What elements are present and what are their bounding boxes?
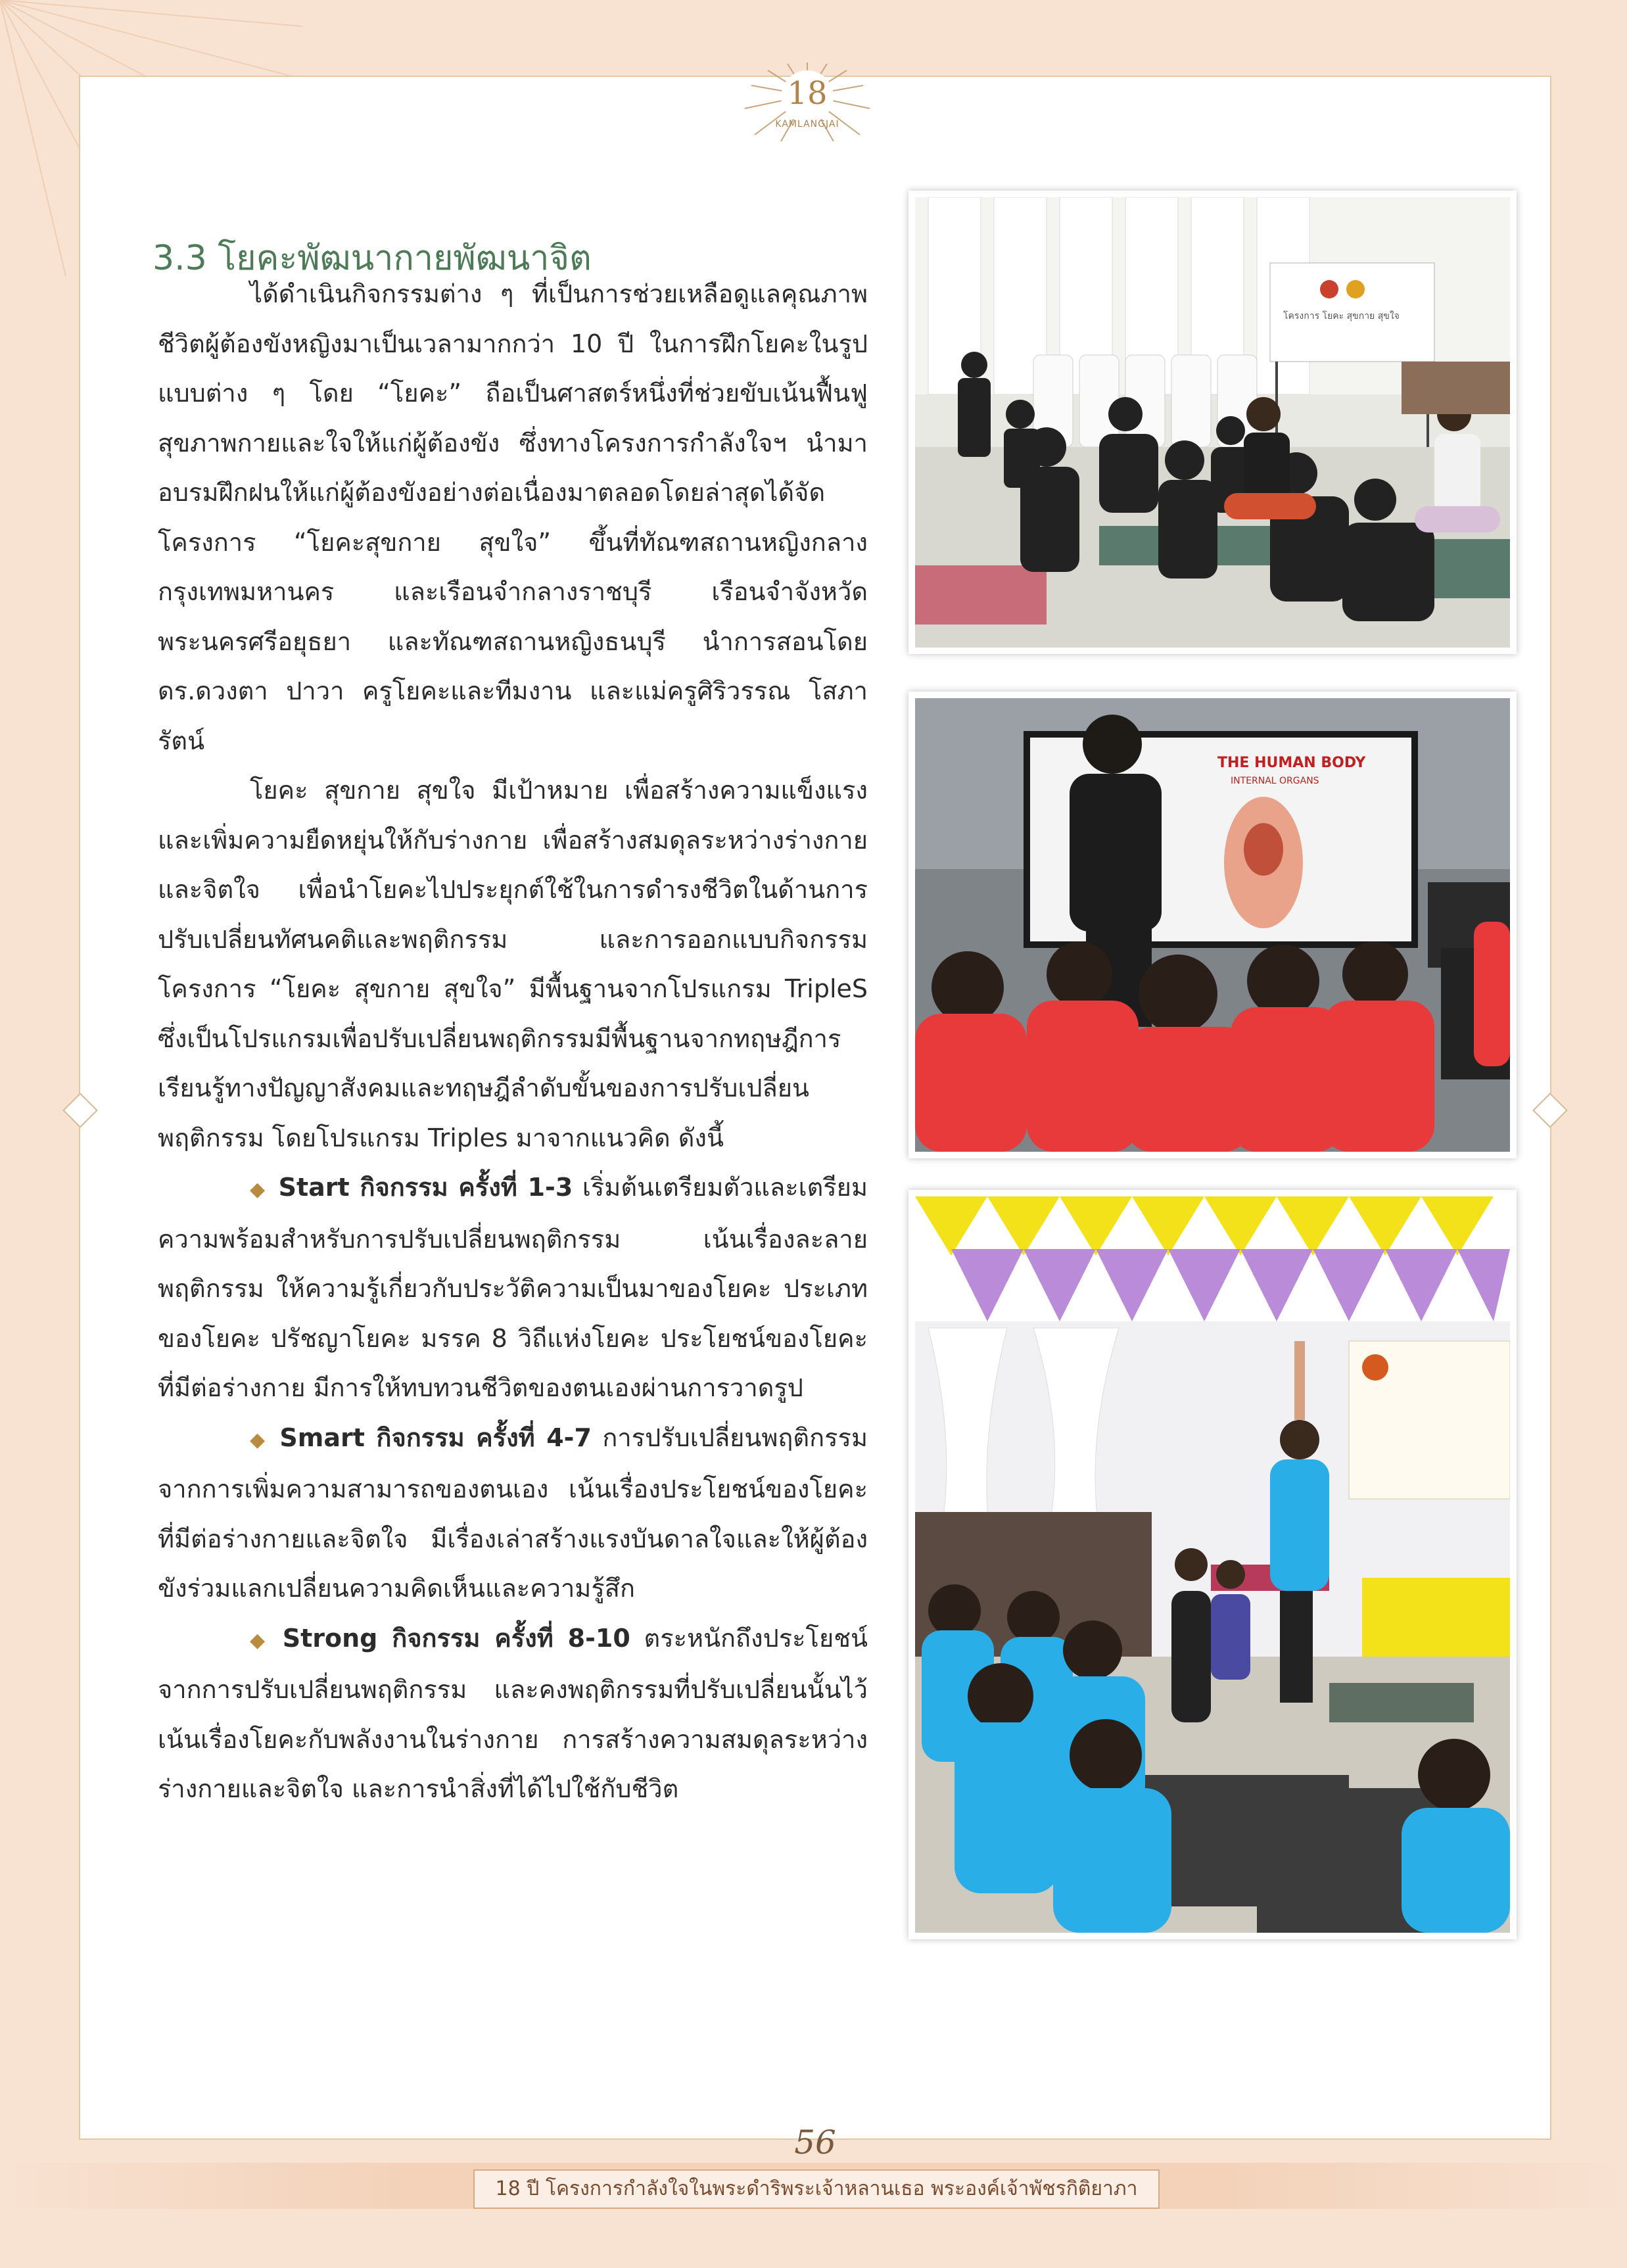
emblem-caption: KAMLANGJAI — [775, 119, 839, 130]
diamond-bullet-icon: ◆ — [250, 1178, 267, 1201]
photo-instructor-lecture — [908, 692, 1517, 1158]
banner-text: โครงการ โยคะ สุขกาย สุขใจ — [1283, 311, 1400, 321]
body-text — [158, 270, 868, 1814]
bullet-label: Strong กิจกรรม ครั้งที่ 8-10 — [282, 1623, 630, 1653]
diamond-bullet-icon: ◆ — [250, 1628, 271, 1652]
paragraph-1: ได้ดำเนินกิจกรรมต่าง ๆ ที่เป็นการช่วยเหลือดูแลคุณภาพชีวิตผู้ต้องขังหญิงมาเป็นเวลามากกว่า 10 ปี ในการฝึกโยคะในรูปแบบต่าง ๆ โดย “โยคะ” ถือเป็นศาสตร์หนึ่งที่ช่วยขับเน้นฟื้นฟูสุขภาพกายและใจให้แก่ผู้ต้องขัง ซึ่งทางโครงการกำลังใจฯ นำมาอบรมฝึกฝนให้แก่ผู้ต้องขังอย่างต่อเนื่องมาตลอดโดยล่าสุดได้จัดโครงการ “โยคะสุขกาย สุขใจ” ขึ้นที่ทัณฑสถานหญิงกลาง กรุงเทพมหานคร และเรือนจำกลางราชบุรี เรือนจำจังหวัดพระนครศรีอยุธยา และทัณฑสถานหญิงธนบุรี นำการสอนโดย ดร.ดวงตา ปาวา ครูโยคะและทีมงาน และแม่ครูศิริวรรณ โสภารัตน์ — [158, 279, 868, 755]
emblem-number: 18 — [781, 70, 834, 123]
bullet-label: Start กิจกรรม ครั้งที่ 1-3 — [278, 1173, 573, 1202]
paragraph-2: โยคะ สุขกาย สุขใจ มีเป้าหมาย เพื่อสร้างความแข็งแรงและเพิ่มความยืดหยุ่นให้กับร่างกาย เพื่อสร้างสมดุลระหว่างร่างกายและจิตใจ เพื่อนำโยคะไปประยุกต์ใช้ในการดำรงชีวิตในด้านการปรับเปลี่ยนทัศนคติและพฤติกรรม และการออกแบบกิจกรรมโครงการ “โยคะ สุขกาย สุขใจ” มีพื้นฐานจากโปรแกรม TripleS ซึ่งเป็นโปรแกรมเพื่อปรับเปลี่ยนพฤติกรรมมีพื้นฐานจากทฤษฎีการเรียนรู้ทางปัญญาสังคมและทฤษฎีลำดับขั้นของการปรับเปลี่ยนพฤติกรรม โดยโปรแกรม Triples มาจากแนวคิด ดังนี้ — [158, 776, 868, 1152]
page-number: 56 — [794, 2123, 836, 2162]
footer-title: 18 ปี โครงการกำลังใจในพระดำริพระเจ้าหลานเธอ พระองค์เจ้าพัชรกิติยาภา — [473, 2169, 1160, 2209]
bullet-text: ตระหนักถึงประโยชน์จากการปรับเปลี่ยนพฤติกรรม และคงพฤติกรรมที่ปรับเปลี่ยนนั้นไว้ เน้นเรื่องโยคะกับพลังงานในร่างกาย การสร้างความสมดุลระหว่างร่างกายและจิตใจ และการนำสิ่งที่ได้ไปใช้กับชีวิต — [158, 1623, 868, 1803]
anniversary-emblem — [742, 62, 873, 141]
screen-title: THE HUMAN BODY — [1217, 755, 1366, 771]
bullet-smart — [158, 1413, 868, 1614]
section-heading: 3.3 โยคะพัฒนากายพัฒนาจิต — [153, 238, 592, 278]
bullet-text: เริ่มต้นเตรียมตัวและเตรียมความพร้อมสำหรับการปรับเปลี่ยนพฤติกรรม เน้นเรื่องละลายพฤติกรรม ให้ความรู้เกี่ยวกับประวัติความเป็นมาของโยคะ ประเภทของโยคะ ปรัชญาโยคะ มรรค 8 วิถีแห่งโยคะ ประโยชน์ของโยคะที่มีต่อร่างกาย มีการให้ทบทวนชีวิตของตนเองผ่านการวาดรูป — [158, 1173, 868, 1402]
diamond-bullet-icon: ◆ — [250, 1428, 268, 1452]
screen-subtitle: INTERNAL ORGANS — [1231, 776, 1319, 786]
bullet-text: การปรับเปลี่ยนพฤติกรรมจากการเพิ่มความสามารถของตนเอง เน้นเรื่องประโยชน์ของโยคะที่มีต่อร่างกายและจิตใจ มีเรื่องเล่าสร้างแรงบันดาลใจและให้ผู้ต้องขังร่วมแลกเปลี่ยนความคิดเห็นและความรู้สึก — [158, 1423, 868, 1603]
photo-tree-pose-demo — [908, 1190, 1517, 1939]
photo-yoga-class-room — [908, 191, 1517, 654]
bullet-strong — [158, 1614, 868, 1814]
bullet-label: Smart กิจกรรม ครั้งที่ 4-7 — [279, 1423, 592, 1452]
bullet-start — [158, 1163, 868, 1413]
